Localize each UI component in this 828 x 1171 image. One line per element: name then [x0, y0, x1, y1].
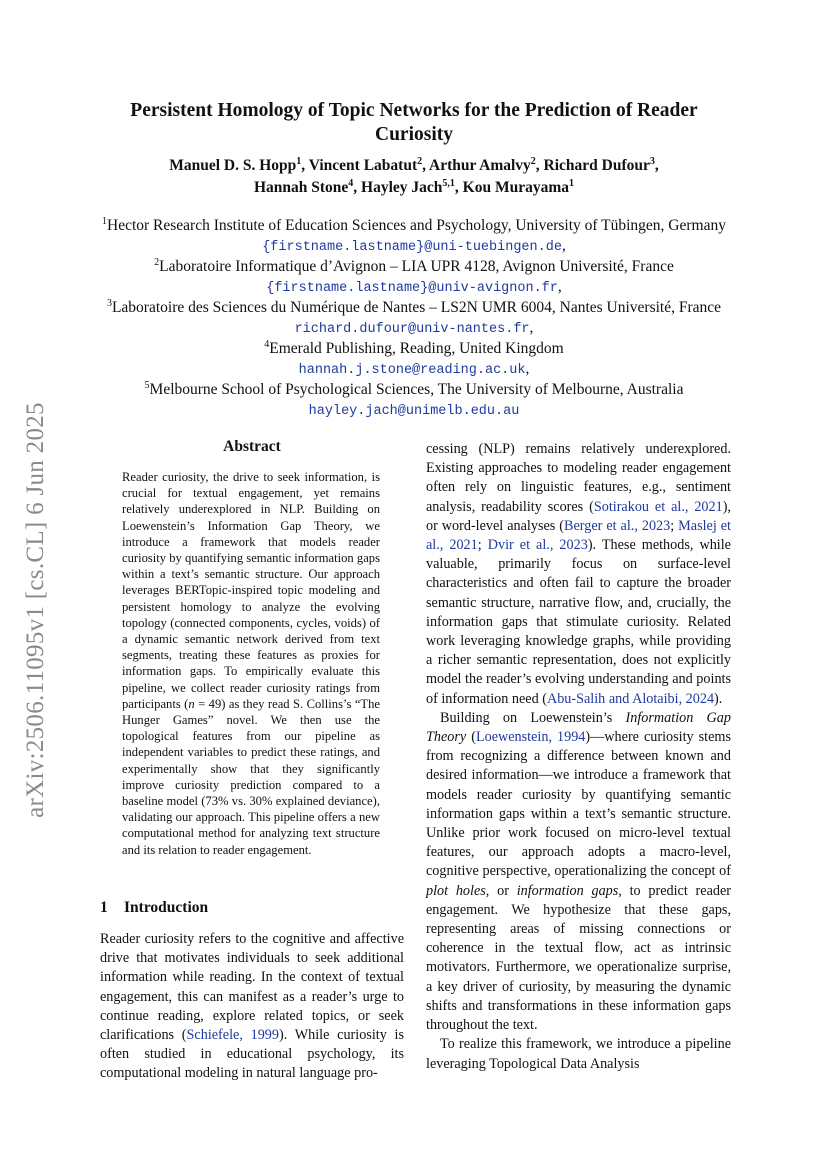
citation-link[interactable]: Maslej et al., 2021: [426, 517, 731, 554]
paper-title: Persistent Homology of Topic Networks for the Prediction of Reader Curiosity: [130, 100, 698, 145]
arxiv-stamp: arXiv:2506.11095v1 [cs.CL] 6 Jun 2025: [22, 402, 49, 818]
affiliation-email-line: richard.dufour@univ-nantes.fr,: [294, 318, 534, 337]
author: Richard Dufour$^3$,: [543, 155, 659, 174]
author-list: [100, 155, 728, 199]
citation-link[interactable]: Sotirakou et al., 2021: [593, 498, 723, 515]
affiliation: $^4$Emerald Publishing, Reading, United Kingdom: [264, 338, 564, 357]
citation-link[interactable]: Dvir et al., 2023: [487, 537, 588, 554]
affiliation-email-line: [60, 400, 768, 422]
author: Arthur Amalvy$^2$,: [429, 155, 544, 174]
citation-link[interactable]: Abu-Salih and Alotaibi, 2024: [546, 690, 715, 707]
affiliation: $^1$Hector Research Institute of Education Sciences and Psychology, University of Tübingen, Germany: [102, 215, 726, 234]
intro-paragraph: Reader curiosity refers to the cognitive and affective drive that motivates individuals to seek additional information while reading. In the context of textual engagement, this can manifest as a reader’s urge to continue reading, explore related topics, or seek clarifications (Schiefele, 1999). While curiosity is often studied in educational psychology, its computational modeling in natural language pro-: [100, 931, 405, 1082]
citation-link[interactable]: Berger et al., 2023: [564, 517, 671, 534]
intro-paragraph: Building on Loewenstein’s Information Gap Theory (Loewenstein, 1994)—where curiosity stems from recognizing a difference between known and desired information—we introduce a framework that models reader curiosity by quantifying semantic information gaps within a text’s semantic structure. Unlike prior work focused on micro-level textual features, our approach adopts a macro-level, cognitive perspective, operationalizing the concept of plot holes, or information gaps, to predict reader engagement. We hypothesize that these gaps, representing areas of missing connections or coherence in the textual flow, act as intrinsic motivators. Furthermore, we operationalize surprise, a key driver of curiosity, by measuring the dynamic shifts and transformations in these information gaps throughout the text.: [426, 709, 731, 1034]
intro-paragraph: cessing (NLP) remains relatively underexplored. Existing approaches to modeling reader engagement often rely on linguistic features, e.g., sentiment analysis, readability scores (Sotirakou et al., 2021), or word-level analyses (Berger et al., 2023; Maslej et al., 2021; Dvir et al., 2023). These methods, while valuable, primarily focus on surface-level characteristics and often fail to capture the broader semantic structure, narrative flow, and, crucially, the information gaps that stimulate curiosity. Related work leveraging knowledge graphs, while providing a richer semantic representation, does not explicitly model the reader’s evolving understanding and points of information need (Abu-Salih and Alotaibi, 2024).: [426, 441, 731, 707]
affiliation-email-line: hannah.j.stone@reading.ac.uk,: [298, 359, 530, 378]
email-link[interactable]: {firstname.lastname}@uni-tuebingen.de: [262, 239, 562, 255]
affiliation: $^5$Melbourne School of Psychological Sciences, The University of Melbourne, Australia: [144, 379, 684, 398]
abstract-heading: Abstract: [223, 438, 281, 455]
author: Hayley Jach$^{5,1}$,: [361, 177, 463, 196]
author: Hannah Stone$^4$,: [253, 177, 362, 196]
affiliation: $^3$Laboratoire des Sciences du Numérique de Nantes – LS2N UMR 6004, Nantes Université, France: [106, 297, 722, 316]
affiliation-email-line: {firstname.lastname}@univ-avignon.fr,: [266, 277, 562, 296]
citation-link[interactable]: Loewenstein, 1994: [475, 729, 586, 746]
affiliation-email-line: {firstname.lastname}@uni-tuebingen.de,: [262, 236, 566, 255]
section-heading: 1 Introduction: [100, 899, 209, 916]
author: Kou Murayama$^1$: [462, 177, 575, 196]
email-link[interactable]: {firstname.lastname}@univ-avignon.fr: [266, 280, 558, 296]
author: Manuel D. S. Hopp$^1$,: [169, 155, 309, 174]
email-link[interactable]: hannah.j.stone@reading.ac.uk: [298, 362, 526, 378]
affiliation-list: [60, 216, 768, 421]
right-column: [426, 440, 731, 1074]
author: Vincent Labatut$^2$,: [308, 155, 430, 174]
citation-link[interactable]: Schiefele, 1999: [186, 1027, 279, 1044]
intro-paragraph: To realize this framework, we introduce a pipeline leveraging Topological Data Analysis: [426, 1036, 731, 1072]
abstract-body: Reader curiosity, the drive to seek information, is crucial for textual engagement, yet remains relatively underexplored in NLP. Building on Loewenstein’s Information Gap Theory, we introduce a framework that models reader curiosity by quantifying semantic information gaps within a text’s semantic structure. Our approach leverages BERTopic-inspired topic modeling and persistent homology to analyze the evolving topology (connected components, cycles, voids) of a dynamic semantic network derived from text segments, treating these features as proxies for information gaps. To empirically evaluate this pipeline, we collect reader curiosity ratings from participants (n = 49) as they read S. Collins’s “The Hunger Games” novel. We then use the topological features from our pipeline as independent variables to predict these ratings, and experimentally show that they significantly improve curiosity prediction compared to a baseline model (73% vs. 30% explained deviance), validating our approach. This pipeline offers a new computational method for analyzing text structure and its relation to reader engagement.: [122, 470, 380, 857]
affiliation: $^2$Laboratoire Informatique d’Avignon – LIA UPR 4128, Avignon Université, France: [154, 256, 674, 275]
email-link[interactable]: richard.dufour@univ-nantes.fr: [294, 321, 530, 337]
email-link[interactable]: hayley.jach@unimelb.edu.au: [308, 403, 520, 419]
